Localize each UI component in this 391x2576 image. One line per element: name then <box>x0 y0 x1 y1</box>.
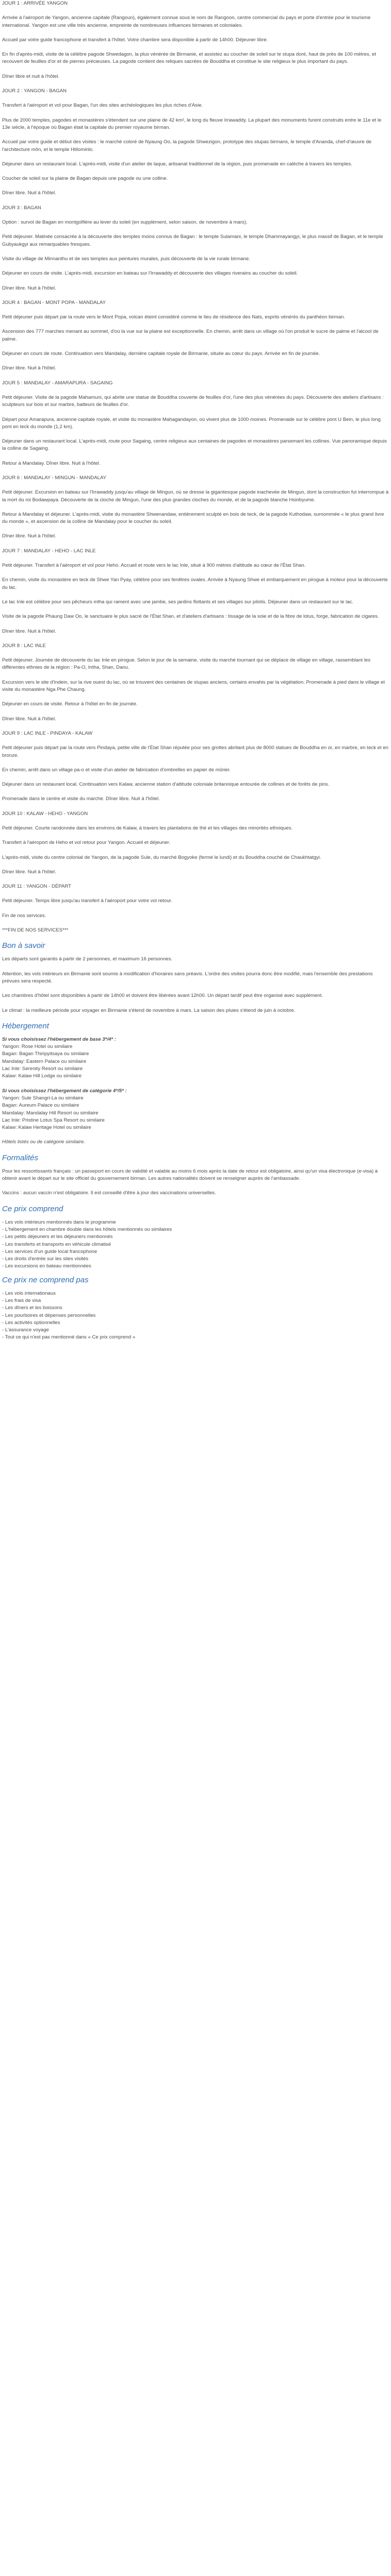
day-title: JOUR 1 : ARRIVÉE YANGON <box>2 1 68 6</box>
list-item: - Les vols intérieurs mentionnés dans le programme <box>2 1219 116 1225</box>
day-paragraph: Le lac Inle est célèbre pour ses pêcheurs intha qui rament avec une jambe, ses jardins flottants et ses villages sur pilotis. Déjeuner dans un restaurant sur le lac. <box>2 599 353 605</box>
bon-a-savoir-paragraph: Le climat : la meilleure période pour voyager en Birmanie s'étend de novembre à mars. La saison des pluies s'étend de juin à octobre. <box>2 1007 296 1013</box>
day-title: JOUR 10 : KALAW - HEHO - YANGON <box>2 810 88 817</box>
day-paragraph: Dîner libre. Nuit à l'hôtel. <box>2 285 56 291</box>
day-paragraph: Dîner libre. Nuit à l'hôtel. <box>2 716 56 722</box>
formalites-paragraph: Vaccins : aucun vaccin n'est obligatoire. Il est conseillé d'être à jour des vaccinations universelles. <box>2 1190 216 1196</box>
ce-prix-ne-comprend-pas-list <box>2 1290 389 1342</box>
hebergement-note: Hôtels listés ou de catégorie similaire. <box>2 1139 86 1145</box>
day-title: JOUR 11 : YANGON - DÉPART <box>2 884 71 890</box>
day-paragraph: Coucher de soleil sur la plaine de Bagan depuis une pagode ou une colline. <box>2 176 168 182</box>
day-paragraph: Visite de la pagode Phaung Daw Oo, le sanctuaire le plus sacré de l'État Shan, et d'ateliers d'artisans : tissage de la soie et de la fibre de lotus, forge, fabrication de cigares. <box>2 614 379 620</box>
list-item: - Les droits d'entrée sur les sites visités <box>2 1256 89 1262</box>
section-heading-hebergement: Hébergement <box>2 1021 49 1030</box>
day-paragraph: Visite du village de Minnanthu et de ses temples aux peintures murales, puis découverte de la vie rurale birmane. <box>2 256 250 262</box>
hebergement-group-title: Si vous choisissez l'hébergement de catégorie 4*/5* : <box>2 1088 127 1094</box>
hotel-line: Bagan: Bagan Thiripyitsaya ou similaire <box>2 1051 89 1057</box>
hebergement-group-title: Si vous choisissez l'hébergement de base 3*/4* : <box>2 1036 116 1042</box>
day-paragraph: En chemin, arrêt dans un village pa-o et visite d'un atelier de fabrication d'ombrelles en papier de mûrier. <box>2 767 231 773</box>
day-block <box>2 474 389 540</box>
list-item: - Les excursions en bateau mentionnées <box>2 1263 91 1269</box>
day-paragraph: Ascension des 777 marches menant au sommet, d'où la vue sur la plaine est exceptionnelle. En chemin, arrêt dans un village où l'on produit le sucre de palme et l'alcool de palme. <box>2 329 379 342</box>
section-heading-ce-prix-comprend: Ce prix comprend <box>2 1204 63 1213</box>
day-block <box>2 88 389 197</box>
list-item: - Les services d'un guide local francophone <box>2 1248 97 1255</box>
hotel-line: Yangon: Rose Hotel ou similaire <box>2 1044 73 1050</box>
day-paragraph: Accueil par votre guide et début des visites : le marché coloré de Nyaung Oo, la pagode Shwezigon, prototype des stupas birmans, le temple d'Ananda, chef-d'œuvre de l'architecture môn, et le temple Htilominlo. <box>2 139 372 152</box>
bon-a-savoir-paragraph: Les chambres d'hôtel sont disponibles à partir de 14h00 et doivent être libérées avant 12h00. Un départ tardif peut être organisé avec supplément. <box>2 993 323 999</box>
day-paragraph: Dîner libre et nuit à l'hôtel. <box>2 73 60 79</box>
day-title: JOUR 7 : MANDALAY - HEHO - LAC INLE <box>2 548 96 554</box>
day-block <box>2 883 389 920</box>
day-block <box>2 548 389 635</box>
list-item: - Les activités optionnelles <box>2 1319 60 1326</box>
day-title: JOUR 6 : MANDALAY - MINGUN - MANDALAY <box>2 474 107 481</box>
list-item: - L'hébergement en chambre double dans les hôtels mentionnés ou similaires <box>2 1226 172 1232</box>
day-paragraph: Petit déjeuner. Excursion en bateau sur l'Irrawaddy jusqu'au village de Mingun, où se dresse la gigantesque pagode inachevée de Mingun, dont la construction fut interrompue à la mort du roi Bodawpaya. Découverte de la cloche de Mingun, l'une des plus grandes cloches du monde, et de la pagode blanche Hsinbyume. <box>2 489 389 503</box>
day-title: JOUR 8 : LAC INLE <box>2 642 46 649</box>
day-paragraph: Transfert à l'aéroport de Heho et vol retour pour Yangon. Accueil et déjeuner. <box>2 840 170 846</box>
section-heading-bon-a-savoir: Bon à savoir <box>2 941 45 951</box>
day-paragraph: Retour à Mandalay. Dîner libre. Nuit à l'hôtel. <box>2 460 101 466</box>
day-block <box>2 730 389 803</box>
list-item: - Les frais de visa <box>2 1297 41 1303</box>
day-paragraph: Retour à Mandalay et déjeuner. L'après-midi, visite du monastère Shwenandaw, entièrement sculpté en bois de teck, de la pagode Kuthodaw, surnommée « le plus grand livre du monde », et ascension de la colline de Mandalay pour le coucher du soleil. <box>2 511 384 525</box>
list-item: - Les transferts et transports en véhicule climatisé <box>2 1241 111 1247</box>
day-block <box>2 205 389 292</box>
day-paragraph: Petit déjeuner. Visite de la pagode Mahamuni, qui abrite une statue de Bouddha couverte de feuilles d'or, l'une des plus vénérées du pays. Découverte des ateliers d'artisans : sculpteurs sur bois et sur marbre, batteurs de feuilles d'or. <box>2 394 384 408</box>
hebergement-group <box>2 1036 389 1080</box>
day-title: JOUR 4 : BAGAN - MONT POPA - MANDALAY <box>2 299 106 306</box>
day-paragraph: Accueil par votre guide francophone et transfert à l'hôtel. Votre chambre sera disponible à partir de 14h00. Déjeuner libre. <box>2 37 268 43</box>
hotel-line: Kalaw: Kalaw Heritage Hotel ou similaire <box>2 1125 91 1131</box>
day-paragraph: Petit déjeuner puis départ par la route vers Pindaya, petite ville de l'État Shan réputée pour ses grottes abritant plus de 8000 statues de Bouddha en or, en marbre, en teck et en bronze. <box>2 745 389 758</box>
end-marker-text: ***FIN DE NOS SERVICES*** <box>2 927 69 934</box>
hebergement-group <box>2 1088 389 1132</box>
day-paragraph: Arrivée à l'aéroport de Yangon, ancienne capitale (Rangoun), également connue sous le nom de Rangoon, centre commercial du pays et porte d'entrée pour le tourisme international. Yangon est une ville très ancienne, empreinte de nombreuses influences birmanes et coloniales. <box>2 15 371 28</box>
end-marker <box>2 927 389 934</box>
day-paragraph: Excursion vers le site d'Indein, sur la rive ouest du lac, où se trouvent des centaines de stupas anciens, certains envahis par la végétation. Promenade à pied dans le village et visite du monastère Nga Phe Chaung. <box>2 679 385 693</box>
list-item: - Les dîners et les boissons <box>2 1305 62 1311</box>
bon-a-savoir-paragraph: Les départs sont garantis à partir de 2 personnes, et maximum 16 personnes. <box>2 956 173 962</box>
day-paragraph: Petit déjeuner. Journée de découverte du lac Inle en pirogue. Selon le jour de la semaine, visite du marché tournant qui se déplace de village en village, rassemblant les différentes ethnies de la région : Pa-O, Intha, Shan, Danu. <box>2 657 371 671</box>
day-paragraph: Petit déjeuner. Courte randonnée dans les environs de Kalaw, à travers les plantations de thé et les villages des minorités ethniques. <box>2 825 293 831</box>
day-paragraph: En chemin, visite du monastère en teck de Shwe Yan Pyay, célèbre pour ses fenêtres ovales. Arrivée à Nyaung Shwe et embarquement en pirogue à moteur pour la découverte du lac. <box>2 577 388 590</box>
day-paragraph: Déjeuner dans un restaurant local. L'après-midi, visite d'un atelier de laque, artisanat traditionnel de la région, puis promenade en calèche à travers les temples. <box>2 161 352 167</box>
hotel-line: Yangon: Sule Shangri-La ou similaire <box>2 1095 84 1101</box>
hotel-line: Kalaw: Kalaw Hill Lodge ou similaire <box>2 1073 82 1079</box>
itinerary-days <box>2 0 389 920</box>
day-block <box>2 0 389 80</box>
ce-prix-comprend-list <box>2 1219 389 1270</box>
day-paragraph: Dîner libre. Nuit à l'hôtel. <box>2 869 56 875</box>
day-paragraph: Départ pour Amarapura, ancienne capitale royale, et visite du monastère Mahagandayon, où vivent plus de 1000 moines. Promenade sur le célèbre pont U Bein, le plus long pont en teck du monde (1,2 km). <box>2 416 381 430</box>
bon-a-savoir-paragraph: Attention, les vols intérieurs en Birmanie sont soumis à modification d'horaires sans préavis. L'ordre des visites pourra donc être modifié, mais l'ensemble des prestations prévues sera respecté. <box>2 971 373 984</box>
day-block <box>2 810 389 876</box>
list-item: - Les vols internationaux <box>2 1290 56 1296</box>
day-paragraph: Petit déjeuner. Matinée consacrée à la découverte des temples moins connus de Bagan : le temple Sulamani, le temple Dhammayangyi, le plus massif de Bagan, et le temple Gubyaukgyi aux remarquables fresques. <box>2 234 383 247</box>
hotel-line: Lac Inle: Pristine Lotus Spa Resort ou similaire <box>2 1117 105 1123</box>
formalites-section <box>2 1168 389 1197</box>
day-paragraph: Petit déjeuner. Temps libre jusqu'au transfert à l'aéroport pour votre vol retour. <box>2 898 172 904</box>
day-block <box>2 299 389 372</box>
day-paragraph: Dîner libre. Nuit à l'hôtel. <box>2 533 56 539</box>
day-paragraph: Fin de nos services. <box>2 912 46 919</box>
day-title: JOUR 2 : YANGON - BAGAN <box>2 88 67 94</box>
hotel-line: Lac Inle: Serenity Resort ou similaire <box>2 1066 83 1072</box>
section-heading-ne-comprend-pas: Ce prix ne comprend pas <box>2 1275 89 1284</box>
day-title: JOUR 9 : LAC INLE - PINDAYA - KALAW <box>2 730 93 736</box>
day-paragraph: Déjeuner dans un restaurant local. Continuation vers Kalaw, ancienne station d'altitude coloniale britannique entourée de collines et de forêts de pins. <box>2 782 330 788</box>
day-paragraph: Déjeuner dans un restaurant local. L'après-midi, route pour Sagaing, centre religieux aux centaines de pagodes et monastères parsemant les collines. Vue panoramique depuis la colline de Sagaing. <box>2 438 387 452</box>
day-paragraph: Option : survol de Bagan en montgolfière au lever du soleil (en supplément, selon saison, de novembre à mars). <box>2 219 248 226</box>
section-heading-formalites: Formalités <box>2 1153 39 1162</box>
day-paragraph: Petit déjeuner. Transfert à l'aéroport et vol pour Heho. Accueil et route vers le lac Inle, situé à 900 mètres d'altitude au cœur de l'État Shan. <box>2 563 306 569</box>
day-paragraph: Petit déjeuner puis départ par la route vers le Mont Popa, volcan éteint considéré comme le lieu de résidence des Nats, esprits vénérés du panthéon birman. <box>2 314 346 320</box>
day-paragraph: Dîner libre. Nuit à l'hôtel. <box>2 190 56 196</box>
list-item: - Les petits déjeuners et les déjeuners mentionnés <box>2 1234 113 1240</box>
day-paragraph: Transfert à l'aéroport et vol pour Bagan, l'un des sites archéologiques les plus riches d'Asie. <box>2 103 203 109</box>
day-title: JOUR 5 : MANDALAY - AMARAPURA - SAGAING <box>2 380 113 386</box>
day-paragraph: En fin d'après-midi, visite de la célèbre pagode Shwedagon, la plus vénérée de Birmanie, et assistez au coucher de soleil sur le stupa doré, haut de près de 100 mètres, et recouvert de feuilles d'or et de pierres précieuses. La pagode contient des reliques sacrées de Bouddha et constitue le site religieux le plus important du pays. <box>2 52 376 65</box>
day-block <box>2 642 389 723</box>
day-paragraph: Dîner libre. Nuit à l'hôtel. <box>2 365 56 371</box>
formalites-paragraph: Pour les ressortissants français : un passeport en cours de validité et valable au moins 6 mois après la date de retour est obligatoire, ainsi qu'un visa électronique (e-visa) à obtenir avant le départ sur le site officiel du gouvernement birman. Les autres nationalités doivent se renseigner auprès de l'ambassade. <box>2 1168 378 1182</box>
hotel-line: Bagan: Aureum Palace ou similaire <box>2 1103 79 1109</box>
day-paragraph: Déjeuner en cours de route. Continuation vers Mandalay, dernière capitale royale de Birmanie, située au cœur du pays. Arrivée en fin de journée. <box>2 351 320 357</box>
day-block <box>2 380 389 467</box>
hebergement-section <box>2 1036 389 1132</box>
day-title: JOUR 3 : BAGAN <box>2 205 41 211</box>
hotel-line: Mandalay: Mandalay Hill Resort ou similaire <box>2 1110 99 1116</box>
day-paragraph: Plus de 2000 temples, pagodes et monastères s'étendent sur une plaine de 42 km², le long du fleuve Irrawaddy. La plupart des monuments furent construits entre le 11e et le 13e siècle, à l'époque où Bagan était la capitale du premier royaume birman. <box>2 117 382 130</box>
bon-a-savoir-section <box>2 956 389 1014</box>
day-paragraph: Déjeuner en cours de visite. Retour à l'hôtel en fin de journée. <box>2 701 138 707</box>
day-paragraph: Dîner libre. Nuit à l'hôtel. <box>2 628 56 634</box>
list-item: - L'assurance voyage <box>2 1327 49 1333</box>
hotel-line: Mandalay: Eastern Palace ou similaire <box>2 1058 87 1064</box>
day-paragraph: Promenade dans le centre et visite du marché. Dîner libre. Nuit à l'hôtel. <box>2 796 160 802</box>
list-item: - Les pourboires et dépenses personnelles <box>2 1312 96 1318</box>
list-item: - Tout ce qui n'est pas mentionné dans « Ce prix comprend » <box>2 1334 136 1341</box>
day-paragraph: Déjeuner en cours de visite. L'après-midi, excursion en bateau sur l'Irrawaddy et découverte des villages riverains au coucher du soleil. <box>2 270 298 277</box>
day-paragraph: L'après-midi, visite du centre colonial de Yangon, de la pagode Sule, du marché Bogyoke (fermé le lundi) et du Bouddha couché de Chaukhtatgyi. <box>2 854 321 860</box>
